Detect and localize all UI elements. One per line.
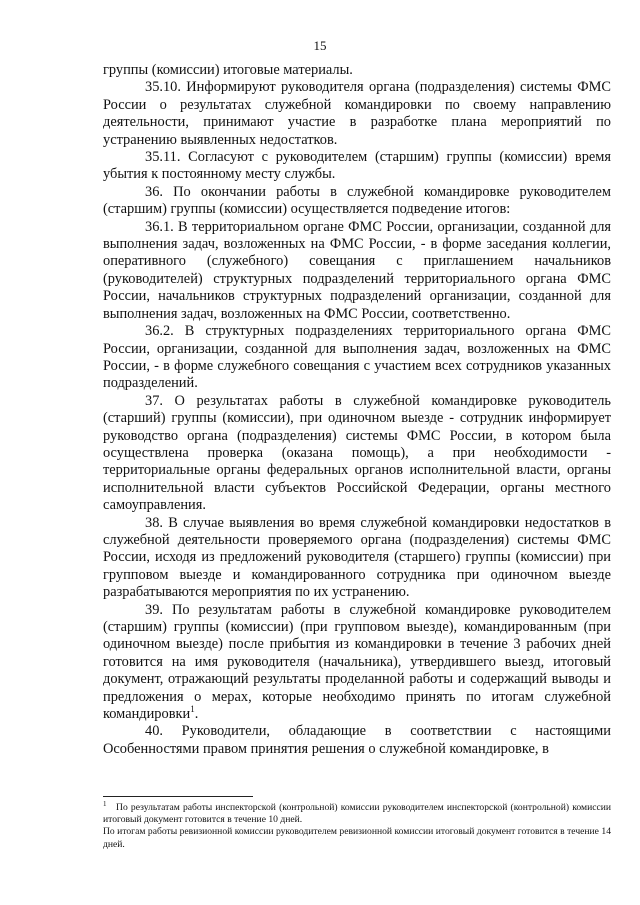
paragraph-38: 38. В случае выявления во время служебной командировки недостатков в служебной деятельности проверяемого органа (подразделения) системы ФМС России, исходя из предложений руководителя (старшего) группы (комиссии) при групповом выезде и командированного сотрудника при одиночном выезде разрабатываются мероприятия по их устранению. <box>103 514 611 601</box>
document-body <box>103 62 611 758</box>
footnote-separator <box>103 796 253 797</box>
paragraph-37: 37. О результатах работы в служебной командировке руководитель (старший) группы (комиссии), при одиночном выезде - сотрудник информирует руководство органа (подразделения) системы ФМС России, в котором была осуществлена проверка (оказана помощь), а при необходимости - территориальные органы федеральных органов исполнительной власти, органы исполнительной власти субъектов Российской Федерации, органы местного самоуправления. <box>103 392 611 514</box>
paragraph-40: 40. Руководители, обладающие в соответствии с настоящими Особенностями правом принятия решения о служебной командировке, в <box>103 723 611 757</box>
paragraph-36-1: 36.1. В территориальном органе ФМС России, организации, созданной для выполнения задач, возложенных на ФМС России, - в форме заседания коллегии, оперативного (служебного) совещания с приглашением начальников (руководителей) структурных подразделений территориального органа ФМС России, начальников структурных подразделений организации, созданной для выполнения задач, возложенных на ФМС России, соответственно. <box>103 218 611 322</box>
footnote-reference: 1 <box>190 704 195 715</box>
paragraph-36-2: 36.2. В структурных подразделениях территориального органа ФМС России, организации, созданной для выполнения задач, возложенных на ФМС России, - в форме служебного совещания с участием всех сотрудников указанных подразделений. <box>103 323 611 392</box>
page-number: 15 <box>313 38 327 53</box>
paragraph-39: 39. По результатам работы в служебной командировке руководителем (старшим) группы (комиссии) (при групповом выезде), командированным (при одиночном выезде) после прибытия из командировки в течение 3 рабочих дней готовится на имя руководителя (начальника), утвердившего выезд, итоговый документ, отражающий результаты проделанной работы и содержащий выводы и предложения о мерах, которые необходимо принять по итогам служебной командировки$^1$. <box>103 601 611 723</box>
paragraph-35-10: 35.10. Информируют руководителя органа (подразделения) системы ФМС России о результатах служебной командировки по своему направлению деятельности, принимают участие в разработке плана мероприятий по устранению выявленных недостатков. <box>103 79 611 148</box>
paragraph-continuation: группы (комиссии) итоговые материалы. <box>103 62 353 78</box>
paragraph-35-11: 35.11. Согласуют с руководителем (старшим) группы (комиссии) время убытия к постоянному месту службы. <box>103 149 611 183</box>
footnote-1-text: По результатам работы инспекторской (контрольной) комиссии руководителем инспекторской (контрольной) комиссии итоговый документ готовится в течение 10 дней. <box>103 802 611 826</box>
footnotes <box>103 799 611 851</box>
footnote-marker: 1 <box>103 799 107 808</box>
paragraph-39-text: 39. По результатам работы в служебной командировке руководителем (старшим) группы (комиссии) (при групповом выезде), командированным (при одиночном выезде) после прибытия из командировки в течение 3 рабочих дней готовится на имя руководителя (начальника), утвердившего выезд, итоговый документ, отражающий результаты проделанной работы и содержащий выводы и предложения о мерах, которые необходимо принять по итогам служебной командировки <box>103 601 611 723</box>
footnote-2: По итогам работы ревизионной комиссии руководителем ревизионной комиссии итоговый документ готовится в течение 14 дней. <box>103 826 611 850</box>
footnote-1 <box>103 799 611 826</box>
paragraph-36: 36. По окончании работы в служебной командировке руководителем (старшим) группы (комиссии) осуществляется подведение итогов: <box>103 183 611 218</box>
